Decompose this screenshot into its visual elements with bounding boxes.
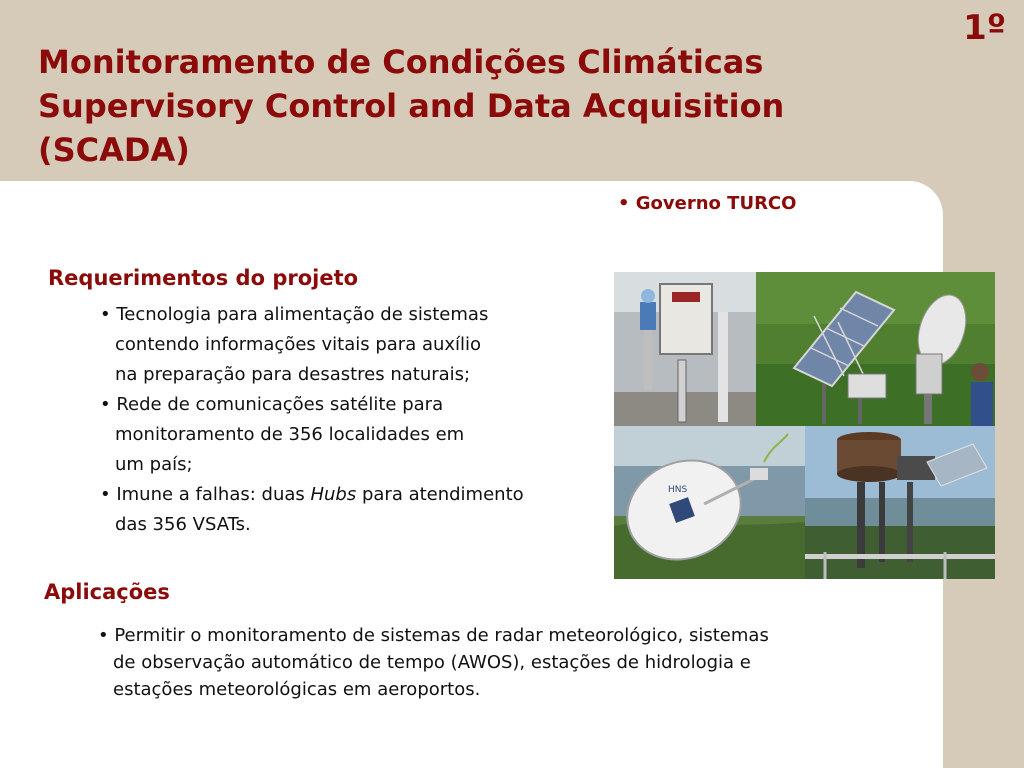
satellite-dish-illustration: [614, 426, 805, 579]
application-line: estações meteorológicas em aeroportos.: [113, 679, 481, 700]
requirement-item: [100, 390, 620, 480]
requirement-item: [100, 300, 620, 390]
solar-panel-illustration: [756, 272, 995, 426]
title-line-3: (SCADA): [38, 131, 190, 169]
title-line-2: Supervisory Control and Data Acquisition: [38, 87, 785, 125]
requirements-list: [100, 300, 620, 540]
control-panel-illustration: [614, 272, 756, 426]
requirement-line: monitoramento de 356 localidades em: [115, 424, 465, 445]
application-line: • Permitir o monitoramento de sistemas de radar meteorológico, sistemas: [98, 625, 769, 646]
requirement-line: das 356 VSATs.: [115, 514, 251, 535]
requirement-text: • Imune a falhas: duas: [100, 484, 311, 505]
requirement-item: [100, 480, 620, 540]
solar-panel-photo: [756, 272, 995, 426]
slide-number: 1º: [963, 8, 1006, 48]
requirement-emphasis: Hubs: [310, 484, 357, 505]
requirement-line: • Rede de comunicações satélite para: [100, 394, 444, 415]
requirements-heading: Requerimentos do projeto: [48, 266, 359, 290]
requirement-line: um país;: [115, 454, 193, 475]
slide-title: [38, 40, 938, 172]
satellite-dish-photo: [614, 426, 805, 579]
application-line: de observação automático de tempo (AWOS), estações de hidrologia e: [113, 652, 751, 673]
weather-tower-illustration: [805, 426, 995, 579]
photo-collage: [614, 272, 995, 579]
requirement-line: contendo informações vitais para auxílio: [115, 334, 482, 355]
client-label: • Governo TURCO: [618, 193, 797, 214]
title-line-1: Monitoramento de Condições Climáticas: [38, 43, 764, 81]
requirement-text: para atendimento: [356, 484, 524, 505]
requirement-line: na preparação para desastres naturais;: [115, 364, 471, 385]
weather-tower-photo: [805, 426, 995, 579]
applications-list: [98, 622, 898, 703]
requirement-line: [100, 480, 620, 510]
requirement-line: • Tecnologia para alimentação de sistemas: [100, 304, 489, 325]
applications-heading: Aplicações: [44, 580, 170, 604]
dish-logo: HNS: [668, 485, 688, 495]
control-panel-photo: [614, 272, 756, 426]
